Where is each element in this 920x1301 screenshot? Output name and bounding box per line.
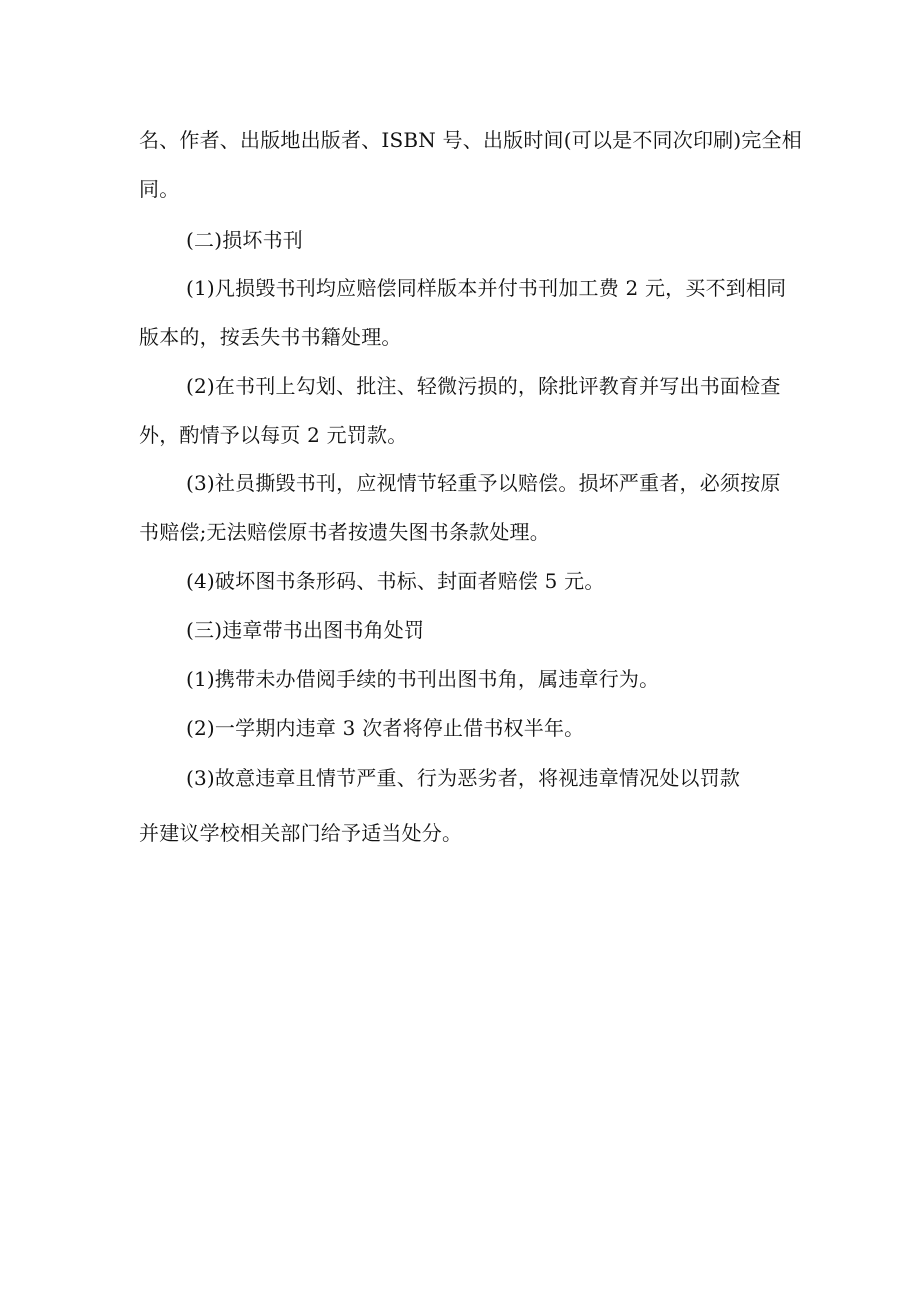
text-line: (2)在书刊上勾划、批注、轻微污损的，除批评教育并写出书面检查 [186,374,781,398]
text-line: 版本的，按丢失书书籍处理。 [139,325,402,349]
text-line: (1)携带未办借阅手续的书刊出图书角，属违章行为。 [186,667,660,691]
text-line: (2)一学期内违章 3 次者将停止借书权半年。 [186,716,585,740]
text-line: (4)破坏图书条形码、书标、封面者赔偿 5 元。 [186,569,605,593]
text-line: 名、作者、出版地出版者、ISBN 号、出版时间(可以是不同次印刷)完全相 [139,128,802,152]
text-line: 并建议学校相关部门给予适当处分。 [139,821,463,845]
section-heading: (三)违章带书出图书角处罚 [186,618,425,642]
text-line: (3)社员撕毁书刊，应视情节轻重予以赔偿。损坏严重者，必须按原 [186,471,781,495]
text-line: (1)凡损毁书刊均应赔偿同样版本并付书刊加工费 2 元，买不到相同 [186,276,787,300]
text-line: 同。 [139,177,180,201]
section-heading: (二)损坏书刊 [186,228,304,252]
text-line: 书赔偿;无法赔偿原书者按遗失图书条款处理。 [139,520,550,544]
text-line: 外，酌情予以每页 2 元罚款。 [139,423,408,447]
text-line: (3)故意违章且情节严重、行为恶劣者，将视违章情况处以罚款 [186,766,741,790]
